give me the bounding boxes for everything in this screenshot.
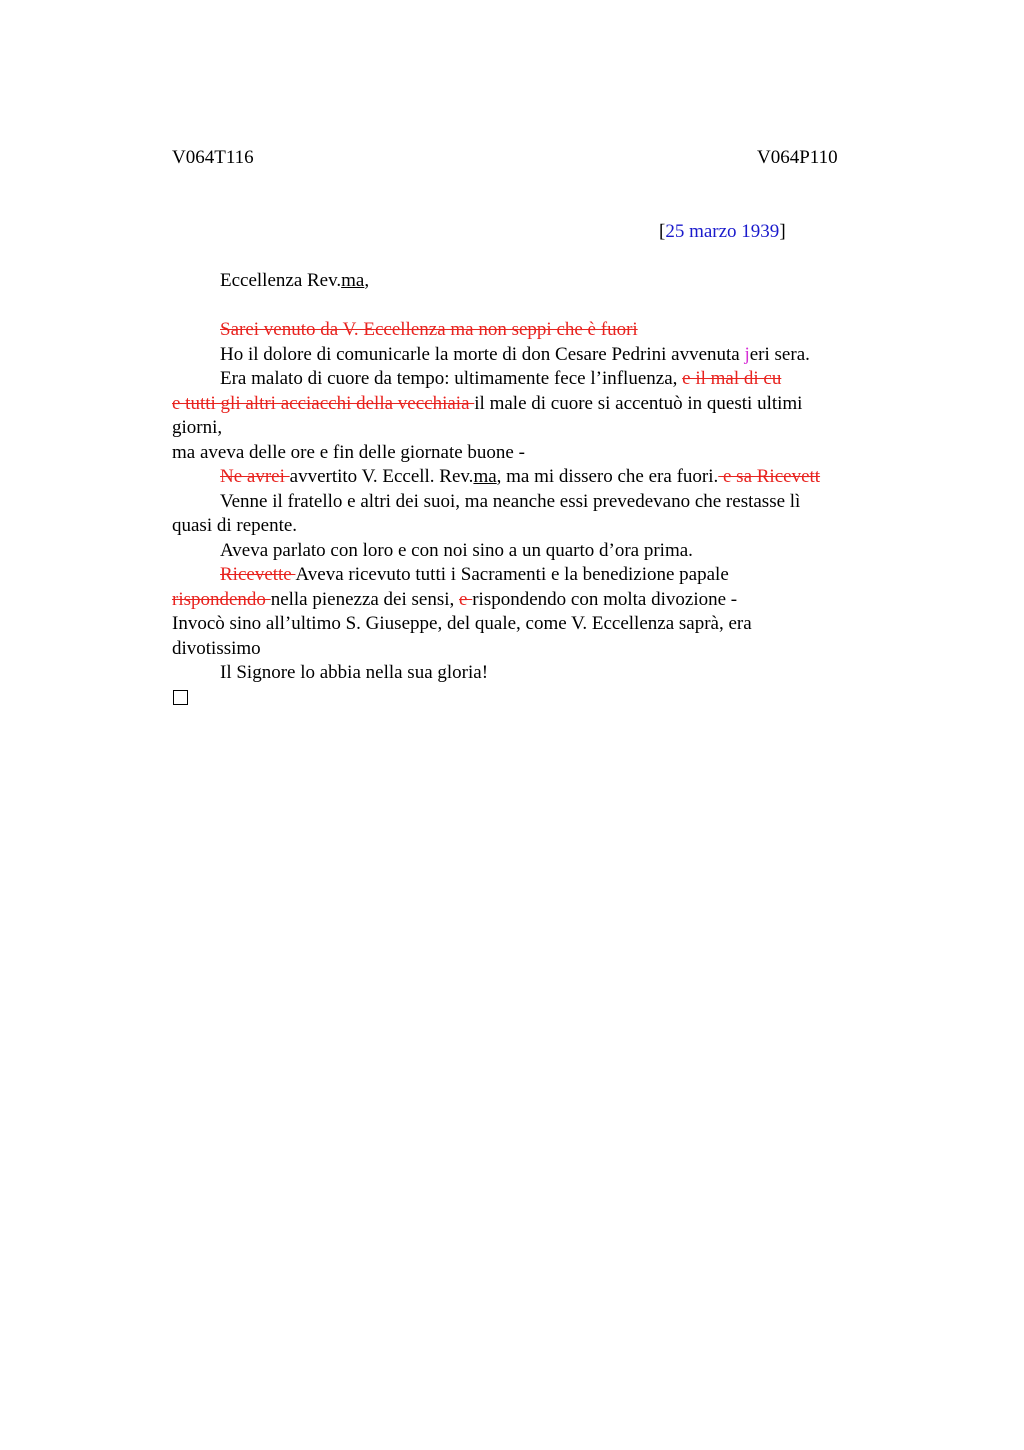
line-text: nella pienezza dei sensi, xyxy=(270,588,460,610)
letter-date xyxy=(659,220,786,244)
text-line xyxy=(172,343,912,368)
end-marker xyxy=(172,686,912,711)
salutation-text: Eccellenza Rev. xyxy=(220,270,342,291)
text-line xyxy=(172,392,912,417)
salutation-abbrev: ma xyxy=(341,270,365,291)
text-line xyxy=(172,588,912,613)
line-text: Aveva ricevuto tutti i Sacramenti e la benedizione papale xyxy=(295,564,729,585)
text-line: Aveva parlato con loro e con noi sino a un quarto d’ora prima. xyxy=(220,539,693,561)
deleted-text: e sa Ricevett xyxy=(718,466,821,487)
deleted-text: Ne avrei xyxy=(220,466,290,487)
text-line: divotissimo xyxy=(172,637,261,659)
document-code-right: V064P110 xyxy=(757,147,838,168)
document-code-left: V064T116 xyxy=(172,147,254,168)
deleted-text: e xyxy=(459,588,473,610)
date-bracket-open: [ xyxy=(659,221,666,242)
letter-body xyxy=(172,269,912,710)
square-icon xyxy=(173,690,188,705)
inserted-text: j xyxy=(744,343,750,365)
spacer xyxy=(172,294,912,319)
line-text: eri sera. xyxy=(749,343,810,365)
line-text: avvertito V. Eccell. Rev. xyxy=(289,466,474,487)
line-text: rispondendo con molta divozione - xyxy=(472,588,738,610)
text-line: Invocò sino all’ultimo S. Giuseppe, del quale, come V. Eccellenza saprà, era xyxy=(172,613,752,634)
deleted-text: Sarei venuto da V. Eccellenza ma non seppi che è fuori xyxy=(220,319,638,340)
text-line: giorni, xyxy=(172,417,223,438)
deleted-text: rispondendo xyxy=(172,588,271,610)
line-text: , ma mi dissero che era fuori. xyxy=(496,466,719,487)
text-line xyxy=(172,563,912,588)
line-text: il male di cuore si accentuò in questi ultimi xyxy=(474,392,803,414)
abbrev-text: ma xyxy=(473,466,497,487)
date-text: 25 marzo 1939 xyxy=(665,221,780,242)
text-line: Il Signore lo abbia nella sua gloria! xyxy=(220,662,489,683)
deleted-text: Ricevette xyxy=(220,564,296,585)
date-bracket-close: ] xyxy=(779,221,786,242)
text-line: Venne il fratello e altri dei suoi, ma neanche essi prevedevano che restasse lì xyxy=(220,490,801,512)
line-text: Ho il dolore di comunicarle la morte di don Cesare Pedrini avvenuta xyxy=(220,343,745,365)
text-line: ma aveva delle ore e fin delle giornate buone - xyxy=(172,441,525,463)
deleted-text: e tutti gli altri acciacchi della vecchiaia xyxy=(172,392,475,414)
line-text: Era malato di cuore da tempo: ultimamente fece l’influenza, xyxy=(220,368,683,389)
text-line xyxy=(172,318,912,343)
salutation xyxy=(172,269,912,294)
text-line xyxy=(172,367,912,392)
text-line xyxy=(172,465,912,490)
salutation-comma: , xyxy=(364,270,370,291)
text-line: quasi di repente. xyxy=(172,515,298,536)
deleted-text: e il mal di cu xyxy=(682,368,782,389)
